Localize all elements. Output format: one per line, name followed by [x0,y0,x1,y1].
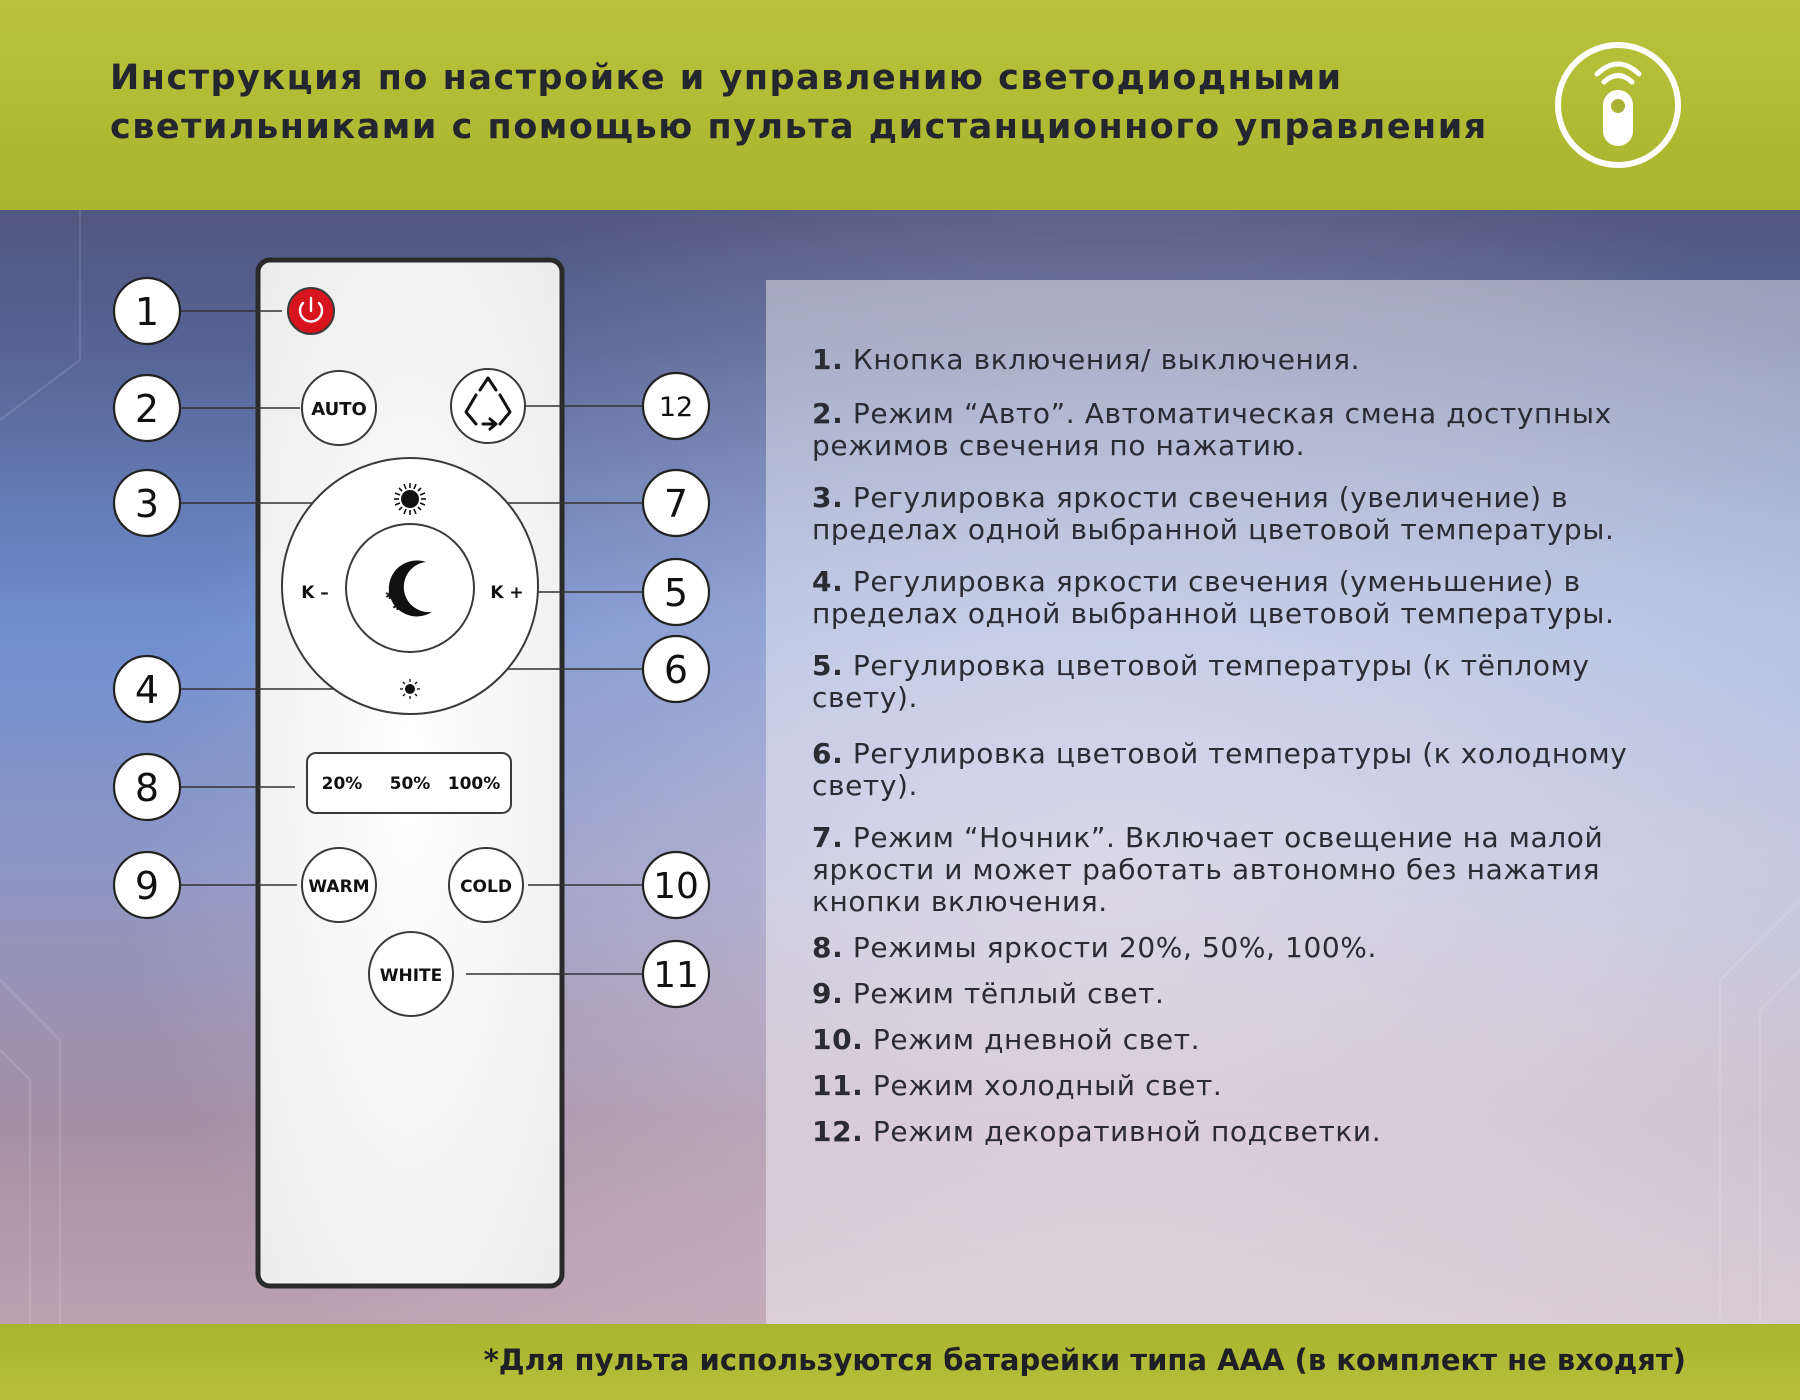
svg-text:4: 4 [134,668,160,712]
svg-text:8: 8 [134,766,160,810]
item-number: 9. [812,977,844,1010]
svg-text:11: 11 [653,955,699,996]
callout-3 [114,470,180,536]
item-text: режимов свечения по нажатию. [812,429,1306,462]
callout-1 [114,278,180,344]
svg-text:3: 3 [134,482,160,526]
item-number: 8. [812,931,844,964]
warm-button-label: WARM [308,877,370,897]
item-number: 11. [812,1069,864,1102]
sun-small-icon [405,684,415,694]
callout-8 [114,754,180,820]
night-mode-button[interactable] [346,524,474,652]
item-text: Режим дневной свет. [872,1023,1201,1056]
white-button[interactable] [369,932,453,1016]
svg-text:9: 9 [134,864,160,908]
svg-text:12: 12 [658,392,694,423]
item-number: 3. [812,481,844,514]
item-text: Режим тёплый свет. [852,977,1165,1010]
callout-4 [114,656,180,722]
preset-100-button[interactable]: 100% [447,774,501,794]
power-button[interactable] [288,288,334,334]
svg-text:5: 5 [663,571,689,615]
item-text: Регулировка цветовой температуры (к холодному [852,737,1628,770]
warm-button[interactable] [302,848,376,922]
k-plus-button[interactable]: K + [490,583,524,603]
k-minus-button[interactable]: K – [301,583,329,603]
item-text: Режим “Ночник”. Включает освещение на малой [852,821,1604,854]
white-button-label: WHITE [379,966,443,986]
item-text: свету). [812,681,919,714]
svg-text:✱: ✱ [392,599,403,614]
auto-button-label: AUTO [311,399,367,420]
callout-9 [114,852,180,918]
item-text: Регулировка цветовой температуры (к тёплому [852,649,1590,682]
preset-20-button[interactable]: 20% [321,774,363,794]
item-number: 12. [812,1115,864,1148]
page-title-line-2: светильниками с помощью пульта дистанционного управления [110,107,1488,147]
item-text: Режим холодный свет. [872,1069,1223,1102]
callout-6 [643,636,709,702]
sun-large-icon [401,490,419,508]
item-number: 7. [812,821,844,854]
item-text: Регулировка яркости свечения (увеличение) в [852,481,1569,514]
callout-7 [643,470,709,536]
battery-note: *Для пульта используются батарейки типа ААА (в комплект не входят) [483,1343,1686,1377]
svg-text:✱: ✱ [385,589,395,602]
item-text: Режимы яркости 20%, 50%, 100%. [852,931,1377,964]
item-number: 6. [812,737,844,770]
item-number: 1. [812,343,844,376]
cold-button[interactable] [449,848,523,922]
item-number: 5. [812,649,844,682]
callout-10 [643,852,709,918]
callout-11 [643,941,709,1007]
svg-text:10: 10 [653,866,699,907]
cold-button-label: COLD [460,877,512,897]
brightness-down-button[interactable] [400,679,420,699]
item-text: пределах одной выбранной цветовой температуры. [812,513,1615,546]
svg-text:✱: ✱ [392,572,403,587]
svg-text:6: 6 [663,648,689,692]
item-text: яркости и может работать автономно без нажатия [812,853,1601,886]
item-number: 4. [812,565,844,598]
callout-12 [643,373,709,439]
item-text: Режим декоративной подсветки. [872,1115,1382,1148]
item-text: Режим “Авто”. Автоматическая смена доступных [852,397,1612,430]
item-text: свету). [812,769,919,802]
callout-5 [643,559,709,625]
item-number: 10. [812,1023,864,1056]
preset-50-button[interactable]: 50% [389,774,431,794]
item-number: 2. [812,397,844,430]
callout-2 [114,375,180,441]
svg-text:2: 2 [134,387,160,431]
item-text: Регулировка яркости свечения (уменьшение) в [852,565,1581,598]
svg-text:7: 7 [663,482,689,526]
item-text: пределах одной выбранной цветовой температуры. [812,597,1615,630]
item-text: кнопки включения. [812,885,1108,918]
item-text: Кнопка включения/ выключения. [852,343,1361,376]
footer-banner [0,1324,1800,1400]
auto-button[interactable] [302,371,376,445]
decorative-mode-button[interactable] [451,369,525,443]
page-title-line-1: Инструкция по настройке и управлению светодиодными [110,58,1343,98]
svg-text:1: 1 [134,290,160,334]
